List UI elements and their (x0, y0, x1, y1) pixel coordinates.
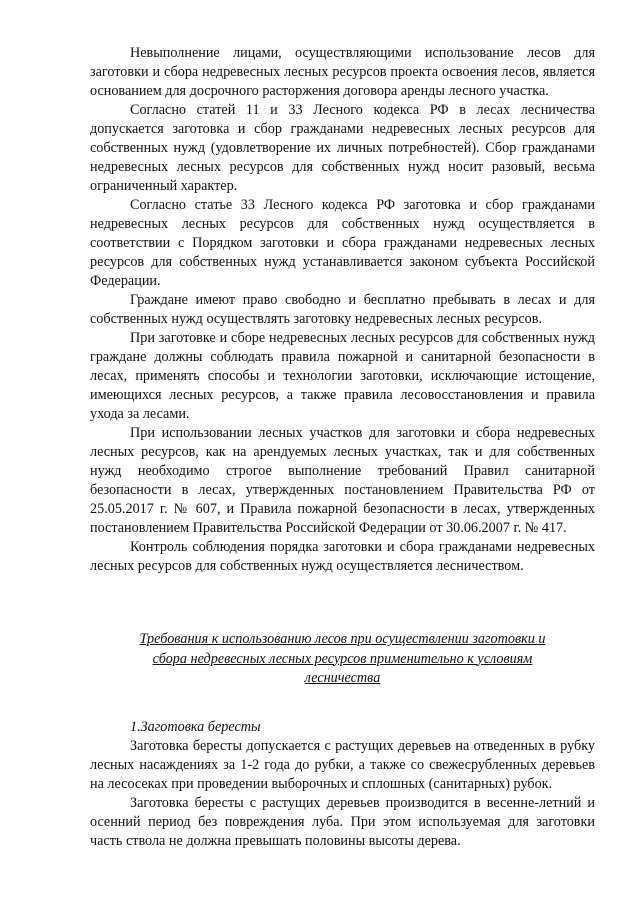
paragraph-birch-bark-season: Заготовка бересты с растущих деревьев производится в весенне-летний и осенний период без повреждения луба. При этом используемая для заготовки часть ствола не должна превышать половины высоты дерева. (90, 794, 595, 849)
subsection-title: 1.Заготовка бересты (130, 718, 261, 735)
section-heading: Требования к использованию лесов при осуществлении заготовки и сбора недревесных лесных ресурсов применительно к условиям лесничества (139, 631, 546, 686)
paragraph-regulations: При использовании лесных участков для заготовки и сбора недревесных лесных ресурсов, как на арендуемых лесных участках, так и для собственных нужд необходимо строгое выполнение требований Правил санитарной безопасности в лесах, утвержденных постановлением Правительства РФ от 25.05.2017 г. № 607, и Правила пожарной безопасности в лесах, утвержденных постановлением Правительства Российской Федерации от 30.06.2007 г. № 417. (90, 425, 595, 536)
paragraph-violation: Невыполнение лицами, осуществляющими использование лесов для заготовки и сбора недревесных лесных ресурсов проекта освоения лесов, является основанием для досрочного расторжения договора аренды лесного участка. (90, 45, 595, 99)
document-page (90, 44, 595, 851)
paragraph-citizens-rights: Граждане имеют право свободно и бесплатно пребывать в лесах и для собственных нужд осуществлять заготовку недревесных лесных ресурсов. (90, 292, 595, 327)
paragraph-birch-bark-allowed: Заготовка бересты допускается с растущих деревьев на отведенных в рубку лесных насаждениях за 1-2 года до рубки, а также со свежесрубленных деревьев на лесосеках при проведении выборочных и сплошных (санитарных) рубок. (90, 737, 595, 792)
paragraph-article-33: Согласно статье 33 Лесного кодекса РФ заготовка и сбор гражданами недревесных лесных ресурсов для собственных нужд осуществляется в соответствии с Порядком заготовки и сбора гражданами недревесных лесных ресурсов для собственных нужд устанавливается законом субъекта Российской Федерации. (90, 197, 595, 289)
paragraph-control: Контроль соблюдения порядка заготовки и сбора гражданами недревесных лесных ресурсов для собственных нужд осуществляется лесничеством. (90, 539, 595, 574)
paragraph-safety-rules: При заготовке и сборе недревесных лесных ресурсов для собственных нужд граждане должны соблюдать правила пожарной и санитарной безопасности в лесах, применять способы и технологии заготовки, исключающие истощение, имеющихся лесных ресурсов, а также правила лесовосстановления и правила ухода за лесами. (90, 330, 595, 422)
paragraph-articles-11-33: Согласно статей 11 и 33 Лесного кодекса РФ в лесах лесничества допускается заготовка и сбор гражданами недревесных лесных ресурсов для собственных нужд (удовлетворение их личных потребностей). Сбор гражданами недревесных лесных ресурсов для собственных нужд носит разовый, весьма ограниченный характер. (90, 102, 595, 194)
